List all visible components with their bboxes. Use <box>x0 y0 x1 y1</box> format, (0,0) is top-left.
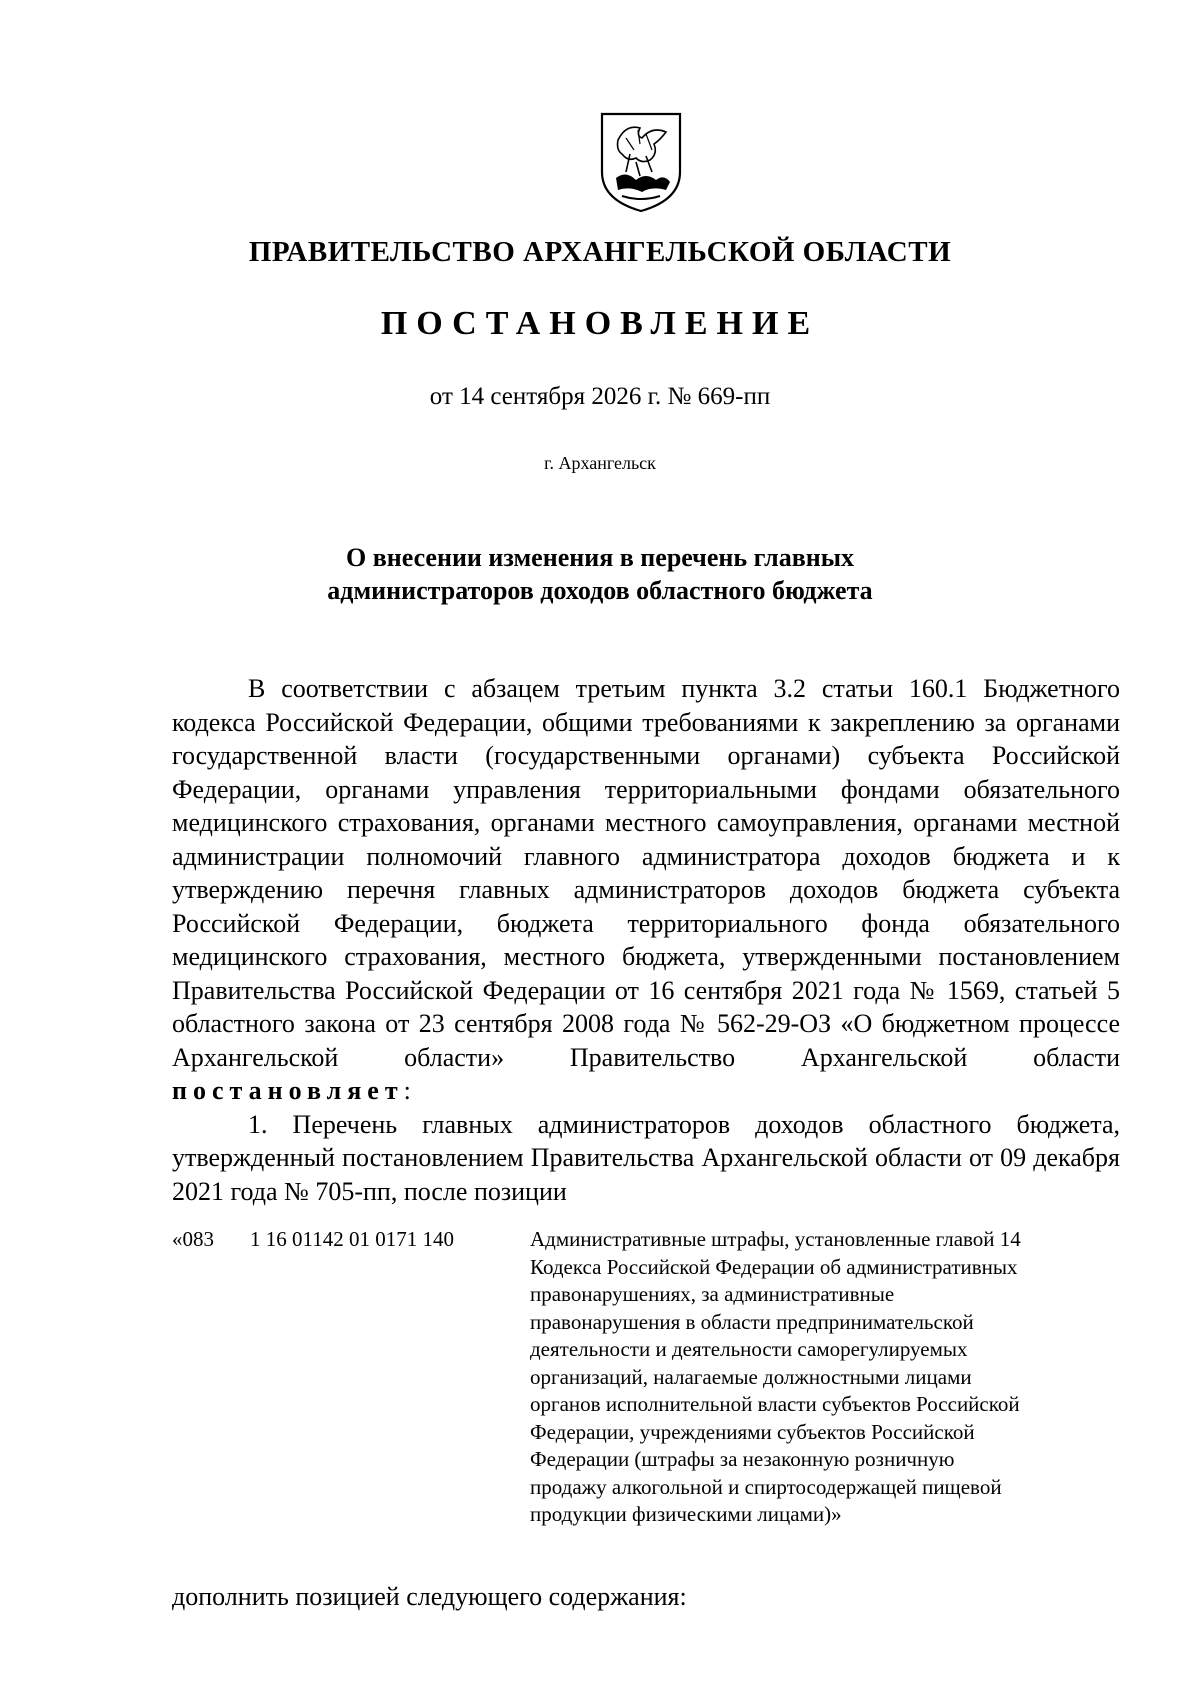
preamble-colon: : <box>403 1076 411 1105</box>
budget-classification-code: 1 16 01142 01 0171 140 <box>250 1227 454 1251</box>
income-name-line: Федерации, учреждениями субъектов Российской <box>530 1419 975 1444</box>
document-city: г. Архангельск <box>544 453 656 473</box>
income-name-line: деятельности и деятельности саморегулируемых <box>530 1337 968 1361</box>
income-name-line: Административные штрафы, установленные главой 14 <box>530 1227 1021 1251</box>
subject-line: администраторов доходов областного бюджета <box>327 576 873 605</box>
income-name <box>530 1226 1120 1529</box>
organization-title: ПРАВИТЕЛЬСТВО АРХАНГЕЛЬСКОЙ ОБЛАСТИ <box>248 236 952 268</box>
document-body <box>172 672 1120 1208</box>
preamble-paragraph <box>172 672 1120 1108</box>
income-name-line: правонарушениях, за административные <box>530 1282 895 1306</box>
income-name-line: Кодекса Российской Федерации об административных <box>530 1254 1018 1279</box>
subject-line: О внесении изменения в перечень главных <box>345 543 855 572</box>
position-table <box>172 1226 1120 1529</box>
document-subject <box>0 541 1200 607</box>
income-name-line: Федерации (штрафы за незаконную розничную <box>530 1447 955 1471</box>
income-name-line: организаций, налагаемые должностными лицами <box>530 1364 972 1389</box>
coat-of-arms-icon <box>596 110 686 214</box>
document-type: ПОСТАНОВЛЕНИЕ <box>380 305 820 342</box>
item-1-paragraph: 1. Перечень главных администраторов доходов областного бюджета, утвержденный постановлением Правительства Архангельской области от 09 декабря 2021 года № 705-пп, после позиции <box>172 1109 1120 1206</box>
decree-word: постановляет <box>172 1076 404 1105</box>
closing-text: дополнить позицией следующего содержания: <box>172 1582 687 1611</box>
document-date-number: от 14 сентября 2026 г. № 669-пп <box>429 383 771 410</box>
income-name-line: правонарушения в области предпринимательской <box>530 1309 974 1334</box>
income-name-line: органов исполнительной власти субъектов Российской <box>530 1392 1020 1416</box>
income-name-line: продажу алкогольной и спиртосодержащей пищевой <box>530 1474 1002 1499</box>
admin-code: «083 <box>172 1227 214 1251</box>
table-row <box>172 1226 1120 1529</box>
income-name-line: продукции физическими лицами)» <box>530 1502 842 1526</box>
preamble-text: В соответствии с абзацем третьим пункта 3.2 статьи 160.1 Бюджетного кодекса Российской Федерации, общими требованиями к закреплению за органами государственной власти (государственными органами) субъекта Российской Федерации, органами управления территориальными фондами обязательного медицинского страхования, органами местного самоуправления, органами местной администрации полномочий главного администратора доходов бюджета и к утверждению перечня главных администраторов доходов бюджета субъекта Российской Федерации, бюджета территориального фонда обязательного медицинского страхования, местного бюджета, утвержденными постановлением Правительства Российской Федерации от 16 сентября 2021 года № 1569, статьей 5 областного закона от 23 сентября 2008 года № 562-29-ОЗ «О бюджетном процессе Архангельской области» Правительство Архангельской области <box>172 674 1120 1072</box>
